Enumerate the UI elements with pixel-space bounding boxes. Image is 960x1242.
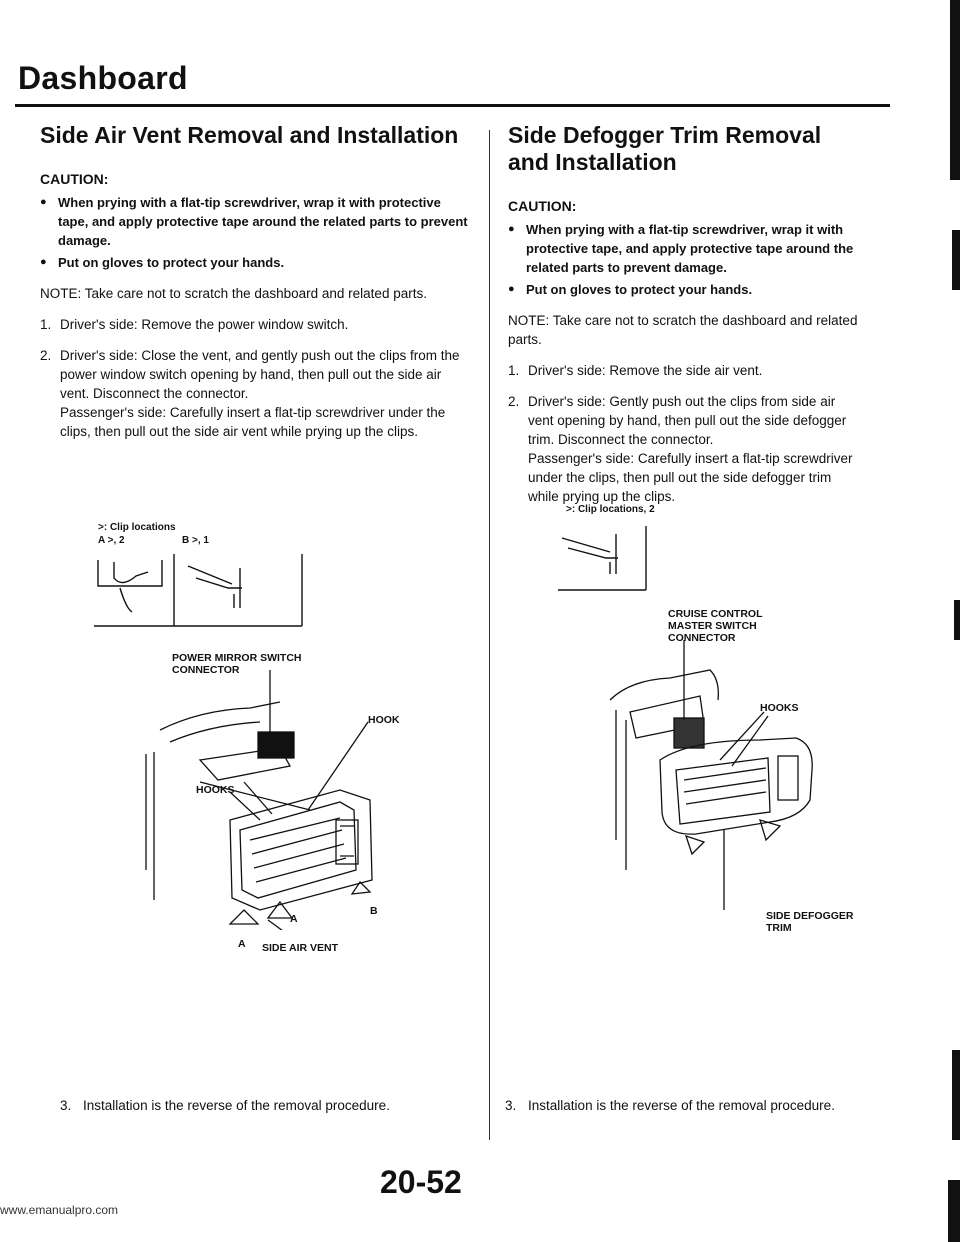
label-a-upper: A xyxy=(290,913,298,925)
clip-a-label: A >, 2 xyxy=(98,535,125,546)
left-heading: Side Air Vent Removal and Installation xyxy=(40,122,459,148)
side-defogger-trim-label: SIDE DEFOGGER TRIM xyxy=(766,910,854,934)
left-caution-list xyxy=(40,193,470,272)
hook-label: HOOK xyxy=(368,714,400,726)
left-column xyxy=(40,122,470,453)
right-step3-text: Installation is the reverse of the removal procedure. xyxy=(528,1098,835,1113)
right-step-number: 1. xyxy=(508,363,520,378)
left-caution-item: ● When prying with a flat-tip screwdriver, wrap it with protective tape, and apply protective tape around the related parts to prevent damage. xyxy=(40,193,470,250)
right-step-3 xyxy=(505,1096,835,1115)
column-divider xyxy=(489,130,490,1140)
side-defogger-trim-illustration xyxy=(600,640,860,910)
right-step-text: Driver's side: Gently push out the clips from side air vent opening by hand, then pull out the side defogger trim. Disconnect the connector. xyxy=(528,394,847,447)
left-steps xyxy=(40,315,470,441)
left-caution-item: ● Put on gloves to protect your hands. xyxy=(40,253,470,272)
right-caution-item: ● When prying with a flat-tip screwdriver, wrap it with protective tape, and apply protective tape around the related parts to prevent damage. xyxy=(508,220,858,277)
page-number: 20-52 xyxy=(380,1164,462,1200)
right-hooks-label: HOOKS xyxy=(760,702,799,714)
right-step-number: 2. xyxy=(508,394,520,409)
right-step-text: Driver's side: Remove the side air vent. xyxy=(528,363,763,378)
left-clip-diagrams xyxy=(92,548,312,630)
left-step-text: Driver's side: Close the vent, and gently push out the clips from the power window switch opening by hand, then pull out the side air vent. Disconnect the connector. xyxy=(60,348,460,401)
page-title: Dashboard xyxy=(18,60,188,96)
side-air-vent-label: SIDE AIR VENT xyxy=(262,942,339,954)
edge-index-marks xyxy=(948,0,960,1242)
label-b: B xyxy=(370,905,378,917)
label-a-lower: A xyxy=(238,938,246,950)
clip-b-label: B >, 1 xyxy=(182,535,209,546)
right-step-text-passenger: Passenger's side: Carefully insert a flat-tip screwdriver under the clips, then pull out the side defogger trim while prying up the clips. xyxy=(528,451,853,504)
footer-url[interactable]: www.emanualpro.com xyxy=(0,1203,119,1217)
left-step xyxy=(40,346,470,441)
right-step3-number: 3. xyxy=(505,1098,517,1113)
left-note: NOTE: Take care not to scratch the dashboard and related parts. xyxy=(40,286,427,301)
right-steps xyxy=(508,361,858,506)
right-clip-legend: >: Clip locations, 2 xyxy=(566,504,655,515)
left-step-number: 2. xyxy=(40,348,52,363)
hooks-label: HOOKS xyxy=(196,784,235,796)
power-mirror-connector-label: POWER MIRROR SWITCH CONNECTOR xyxy=(172,652,302,676)
left-step3-text: Installation is the reverse of the removal procedure. xyxy=(83,1098,390,1113)
right-column xyxy=(508,122,858,518)
side-air-vent-illustration xyxy=(140,670,400,930)
right-caution-item: ● Put on gloves to protect your hands. xyxy=(508,280,858,299)
right-step xyxy=(508,392,858,506)
cruise-control-connector-label: CRUISE CONTROL MASTER SWITCH CONNECTOR xyxy=(668,608,763,644)
left-step-text-passenger: Passenger's side: Carefully insert a flat-tip screwdriver under the clips, then pull out the side air vent while prying up the clips. xyxy=(60,405,446,439)
left-step xyxy=(40,315,470,334)
left-step-3 xyxy=(60,1096,390,1115)
left-step-text: Driver's side: Remove the power window switch. xyxy=(60,317,349,332)
left-step3-number: 3. xyxy=(60,1098,72,1113)
left-caution-label: CAUTION: xyxy=(40,171,109,187)
right-note: NOTE: Take care not to scratch the dashboard and related parts. xyxy=(508,313,858,347)
left-clip-legend: >: Clip locations xyxy=(98,522,176,533)
header-rule xyxy=(15,104,890,107)
right-clip-diagram xyxy=(556,522,656,594)
left-step-number: 1. xyxy=(40,317,52,332)
right-caution-label: CAUTION: xyxy=(508,198,577,214)
right-caution-list xyxy=(508,220,858,299)
right-step xyxy=(508,361,858,380)
right-heading: Side Defogger Trim Removal and Installation xyxy=(508,122,822,175)
